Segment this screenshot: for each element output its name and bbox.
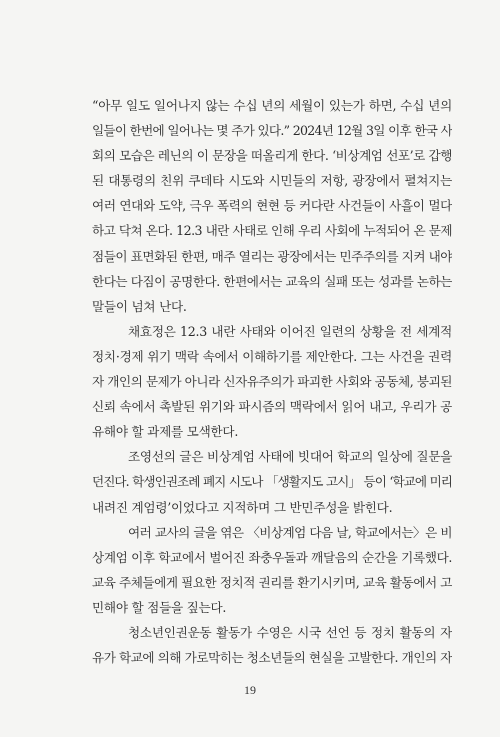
text-line: 점들이 표면화된 한편, 매주 열리는 광장에서는 민주주의를 지켜 내야 — [92, 248, 452, 264]
paragraph-first-line: 여러 교사의 글을 엮은 〈비상계엄 다음 날, 학교에서는〉은 비 — [128, 524, 452, 540]
text-line: 던진다. 학생인권조례 폐지 시도나 「생활지도 고시」 등이 ‘학교에 미리 — [92, 474, 452, 490]
text-line: 회의 모습은 레닌의 이 문장을 떠올리게 한다. ‘비상계엄 선포’로 갑행 — [92, 148, 452, 164]
text-line: 한다는 다짐이 공명한다. 한편에서는 교육의 실패 또는 성과를 논하는 — [92, 273, 452, 289]
text-line: 민해야 할 점들을 짚는다. — [92, 599, 227, 615]
text-line: 자 개인의 문제가 아니라 신자유주의가 파괴한 사회와 공동체, 붕괴된 — [92, 374, 452, 390]
paragraph-first-line: 조영선의 글은 비상계엄 사태에 빗대어 학교의 일상에 질문을 — [128, 449, 452, 465]
text-line: 교육 주체들에게 필요한 정치적 권리를 환기시키며, 교육 활동에서 고 — [92, 574, 452, 590]
text-line: 하고 닥쳐 온다. 12.3 내란 사태로 인해 우리 사회에 누적되어 온 문제 — [92, 223, 452, 239]
text-line: 된 대통령의 친위 쿠데타 시도와 시민들의 저항, 광장에서 펼쳐지는 — [92, 173, 452, 189]
text-line: 일들이 한번에 일어나는 몇 주가 있다.” 2024년 12월 3일 이후 한국 사 — [92, 123, 452, 139]
text-line: 여러 연대와 도약, 극우 폭력의 현현 등 커다란 사건들이 사흘이 멀다 — [92, 198, 452, 214]
text-line: 말들이 넘쳐 난다. — [92, 298, 187, 314]
page-number: 19 — [244, 683, 256, 697]
paragraph-first-line: 청소년인권운동 활동가 수영은 시국 선언 등 정치 활동의 자 — [128, 624, 452, 640]
text-line: 유해야 할 과제를 모색한다. — [92, 424, 239, 440]
body-text — [92, 93, 452, 670]
text-line: 상계엄 이후 학교에서 벌어진 좌충우돌과 깨달음의 순간을 기록했다. — [92, 549, 452, 565]
text-line: 유가 학교에 의해 가로막히는 청소년들의 현실을 고발한다. 개인의 자 — [92, 650, 452, 666]
text-line: 정치·경제 위기 맥락 속에서 이해하기를 제안한다. 그는 사건을 권력 — [92, 348, 452, 364]
paragraph-first-line: 채효정은 12.3 내란 사태와 이어진 일련의 상황을 전 세계적 — [128, 323, 452, 339]
text-line: 신뢰 속에서 촉발된 위기와 파시즘의 맥락에서 읽어 내고, 우리가 공 — [92, 399, 452, 415]
text-line: 내려진 계엄령’이었다고 지적하며 그 반민주성을 밝힌다. — [92, 499, 393, 515]
text-line: “아무 일도 일어나지 않는 수십 년의 세월이 있는가 하면, 수십 년의 — [92, 98, 452, 113]
